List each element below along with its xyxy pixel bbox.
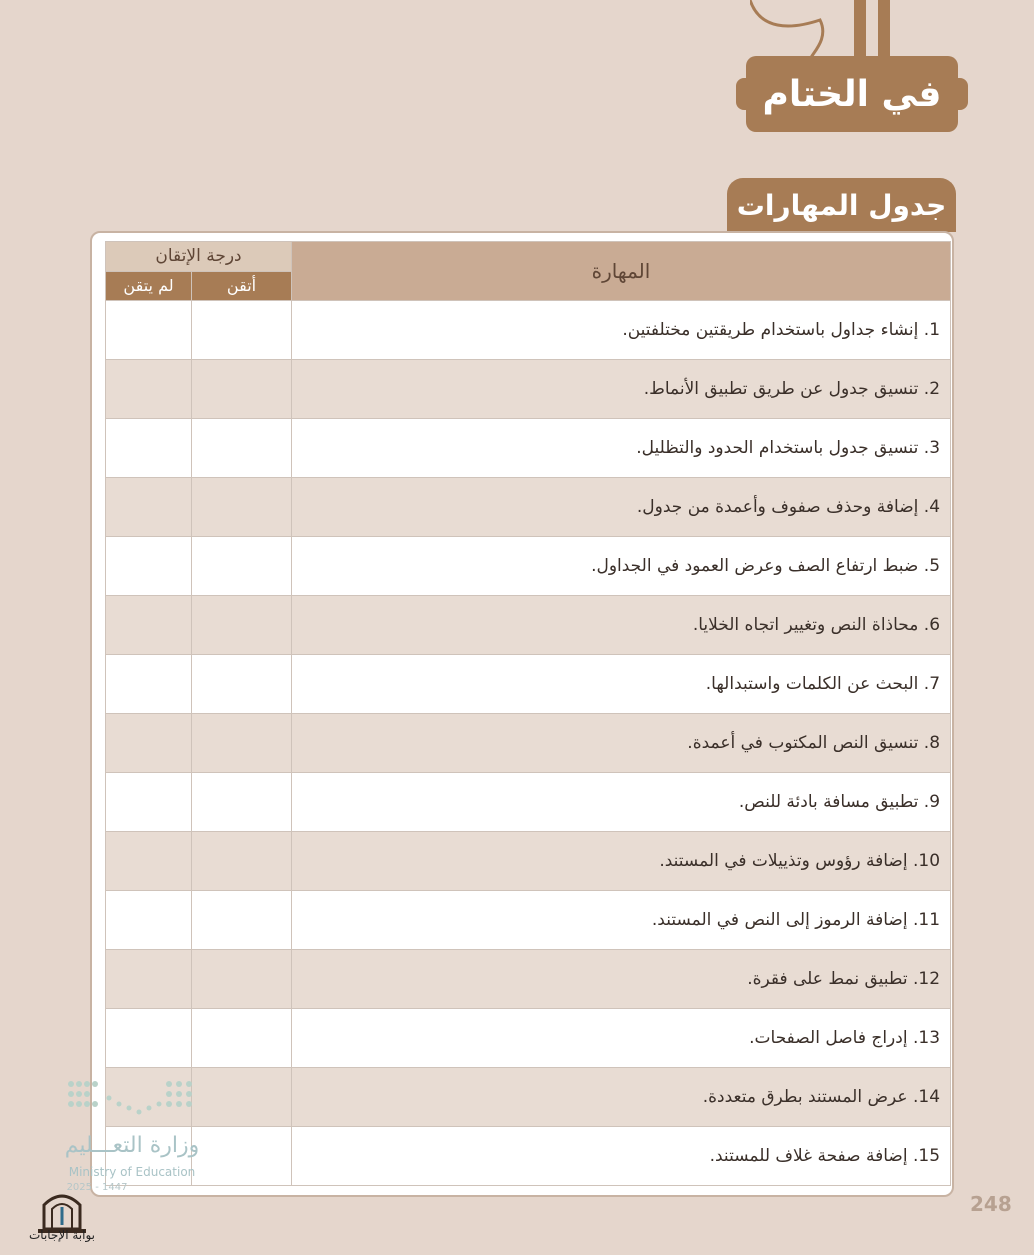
mastered-checkbox-cell[interactable]: [192, 1009, 292, 1068]
not-mastered-checkbox-cell[interactable]: [106, 478, 192, 537]
skill-cell: 2. تنسيق جدول عن طريق تطبيق الأنماط.: [292, 360, 951, 419]
ministry-name-english: Ministry of Education: [68, 1165, 196, 1179]
mastered-checkbox-cell[interactable]: [192, 537, 292, 596]
mastered-checkbox-cell[interactable]: [192, 655, 292, 714]
mastered-checkbox-cell[interactable]: [192, 950, 292, 1009]
mastered-checkbox-cell[interactable]: [192, 301, 292, 360]
section-title: جدول المهارات: [736, 188, 947, 222]
table-row: [106, 1009, 951, 1068]
table-row: [106, 596, 951, 655]
mastered-checkbox-cell[interactable]: [192, 891, 292, 950]
skill-cell: 10. إضافة رؤوس وتذييلات في المستند.: [292, 832, 951, 891]
not-mastered-checkbox-cell[interactable]: [106, 832, 192, 891]
mastered-checkbox-cell[interactable]: [192, 1127, 292, 1186]
table-row: [106, 655, 951, 714]
mastered-checkbox-cell[interactable]: [192, 419, 292, 478]
section-tab: [727, 178, 956, 232]
not-mastered-column-header: لم يتقن: [106, 271, 192, 301]
banner-title: في الختام: [762, 73, 942, 115]
mastery-column-header: درجة الإتقان: [106, 242, 292, 272]
mastered-checkbox-cell[interactable]: [192, 360, 292, 419]
table-row: [106, 537, 951, 596]
table-row: [106, 478, 951, 537]
not-mastered-checkbox-cell[interactable]: [106, 773, 192, 832]
table-row: [106, 360, 951, 419]
skill-cell: 12. تطبيق نمط على فقرة.: [292, 950, 951, 1009]
skill-cell: 3. تنسيق جدول باستخدام الحدود والتظليل.: [292, 419, 951, 478]
table-row: [106, 714, 951, 773]
table-row: [106, 950, 951, 1009]
not-mastered-checkbox-cell[interactable]: [106, 891, 192, 950]
skill-cell: 5. ضبط ارتفاع الصف وعرض العمود في الجداول.: [292, 537, 951, 596]
mastered-checkbox-cell[interactable]: [192, 596, 292, 655]
skill-cell: 15. إضافة صفحة غلاف للمستند.: [292, 1127, 951, 1186]
skill-cell: 14. عرض المستند بطرق متعددة.: [292, 1068, 951, 1127]
not-mastered-checkbox-cell[interactable]: [106, 419, 192, 478]
not-mastered-checkbox-cell[interactable]: [106, 301, 192, 360]
mastered-checkbox-cell[interactable]: [192, 478, 292, 537]
table-row: [106, 301, 951, 360]
mastered-checkbox-cell[interactable]: [192, 714, 292, 773]
not-mastered-checkbox-cell[interactable]: [106, 655, 192, 714]
skill-cell: 6. محاذاة النص وتغيير اتجاه الخلايا.: [292, 596, 951, 655]
not-mastered-checkbox-cell[interactable]: [106, 950, 192, 1009]
table-row: [106, 1127, 951, 1186]
skill-column-header: المهارة: [292, 242, 951, 301]
answers-portal-label: بوابة الإجابات: [28, 1228, 95, 1242]
table-row: [106, 832, 951, 891]
table-row: [106, 891, 951, 950]
not-mastered-checkbox-cell[interactable]: [106, 714, 192, 773]
ministry-name-arabic: وزارة التعـــليم: [64, 1133, 200, 1158]
chapter-banner: [746, 56, 958, 132]
table-row: [106, 1068, 951, 1127]
skill-cell: 1. إنشاء جداول باستخدام طريقتين مختلفتين.: [292, 301, 951, 360]
skill-cell: 11. إضافة الرموز إلى النص في المستند.: [292, 891, 951, 950]
skills-table: [105, 241, 951, 1186]
skill-cell: 8. تنسيق النص المكتوب في أعمدة.: [292, 714, 951, 773]
ministry-dots-icon: [65, 1078, 200, 1123]
skill-cell: 7. البحث عن الكلمات واستبدالها.: [292, 655, 951, 714]
skill-cell: 4. إضافة وحذف صفوف وأعمدة من جدول.: [292, 478, 951, 537]
not-mastered-checkbox-cell[interactable]: [106, 596, 192, 655]
skill-cell: 9. تطبيق مسافة بادئة للنص.: [292, 773, 951, 832]
skills-card: [90, 231, 954, 1197]
mastered-checkbox-cell[interactable]: [192, 832, 292, 891]
table-row: [106, 419, 951, 478]
not-mastered-checkbox-cell[interactable]: [106, 360, 192, 419]
not-mastered-checkbox-cell[interactable]: [106, 537, 192, 596]
not-mastered-checkbox-cell[interactable]: [106, 1009, 192, 1068]
table-row: [106, 773, 951, 832]
page-number: 248: [970, 1192, 1012, 1216]
mastered-column-header: أتقن: [192, 271, 292, 301]
ministry-logo: [62, 1078, 202, 1198]
mastered-checkbox-cell[interactable]: [192, 773, 292, 832]
mastered-checkbox-cell[interactable]: [192, 1068, 292, 1127]
ministry-year: 2025 - 1447: [66, 1182, 128, 1193]
skill-cell: 13. إدراج فاصل الصفحات.: [292, 1009, 951, 1068]
